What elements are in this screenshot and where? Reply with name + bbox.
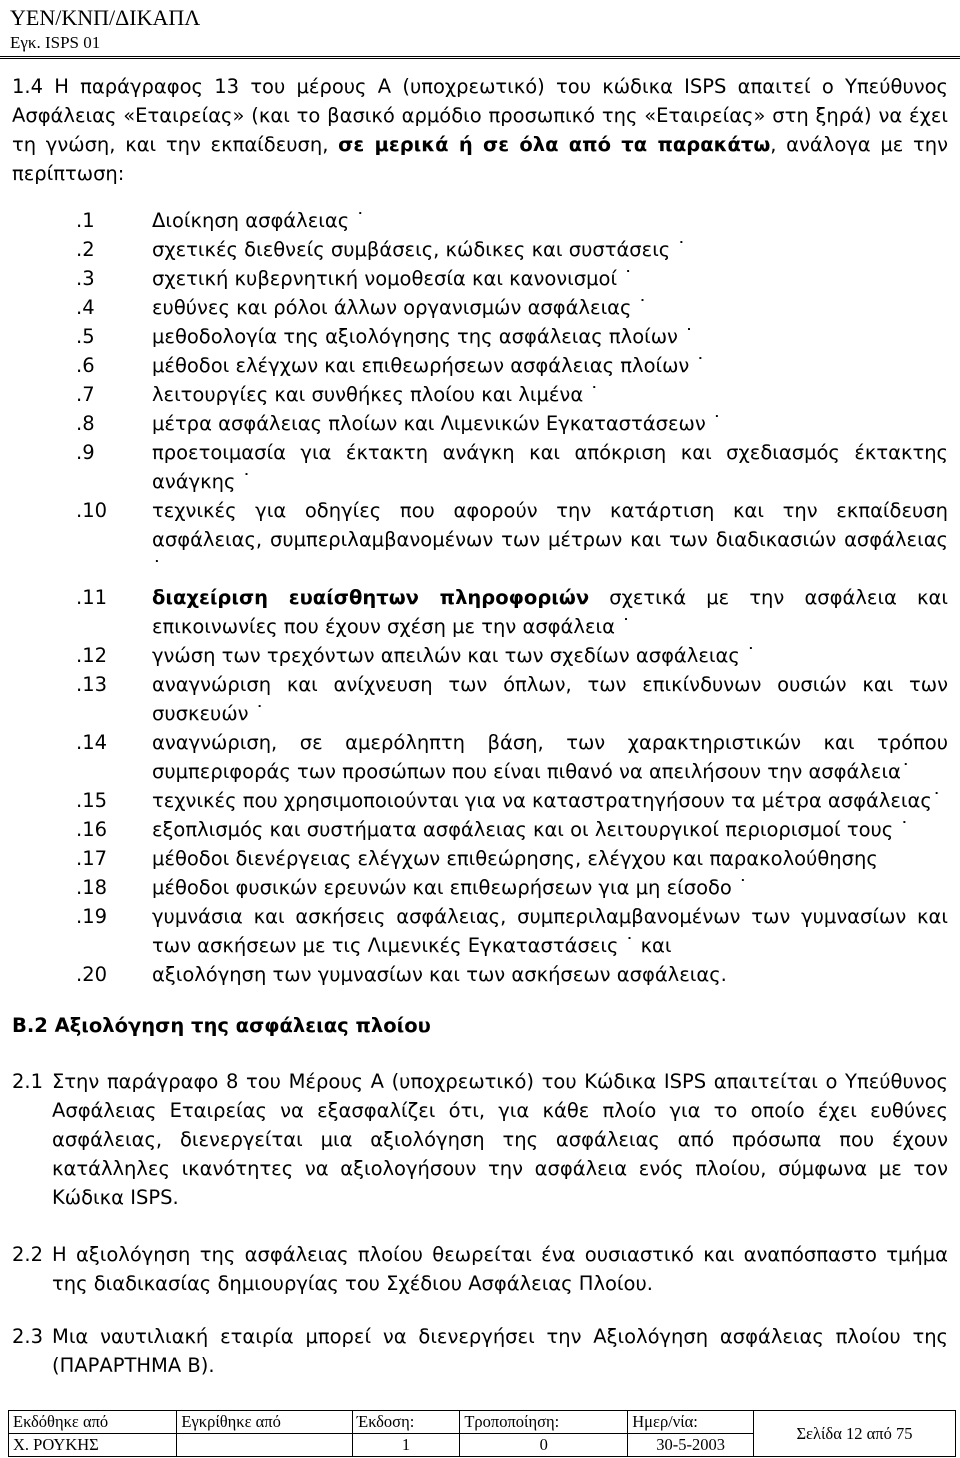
footer-page-number: Σελίδα 12 από 75	[753, 1411, 955, 1457]
list-item	[12, 438, 948, 496]
intro-paragraph	[12, 72, 948, 188]
header-title: ΥΕΝ/ΚΝΠ/ΔΙΚΑΠΛ	[10, 5, 201, 30]
list-item-number: .15	[76, 789, 108, 812]
list-item	[12, 902, 948, 960]
list-item	[12, 409, 948, 438]
list-item-number: .10	[76, 499, 108, 522]
list-item	[12, 496, 948, 583]
list-item-number: .18	[76, 876, 108, 899]
paragraph-text: Μια ναυτιλιακή εταιρία μπορεί να διενεργήσει την Αξιολόγηση ασφάλειας πλοίου της (ΠΑΡΑΡΤΗΜΑ Β).	[52, 1325, 948, 1377]
numbered-paragraph	[12, 1322, 948, 1380]
list-item-text: αναγνώριση, σε αμερόληπτη βάση, των χαρακτηριστικών και τρόπου συμπεριφοράς των προσώπων που είναι πιθανό να απειλήσουν την ασφάλεια˙	[152, 731, 948, 783]
numbered-paragraph	[12, 1240, 948, 1298]
list-item	[12, 815, 948, 844]
list-item-number: .19	[76, 905, 108, 928]
list-item-number: .2	[76, 238, 95, 261]
list-item	[12, 786, 948, 815]
paragraph-number: 2.3	[12, 1325, 44, 1348]
list-item-number: .6	[76, 354, 95, 377]
list-item-text: γυμνάσια και ασκήσεις ασφάλειας, συμπεριλαμβανομένων των γυμνασίων και των ασκήσεων με τις Λιμενικές Εγκαταστάσεις ˙ και	[152, 905, 948, 957]
footer-approved-by-value	[177, 1434, 352, 1457]
header-code: Εγκ. ISPS 01	[10, 33, 101, 52]
footer-date-label: Ημερ/νία:	[628, 1411, 754, 1434]
list-item	[12, 235, 948, 264]
list-item	[12, 844, 948, 873]
intro-text-2: , ανάλογα με την περίπτωση:	[12, 133, 948, 185]
list-item	[12, 380, 948, 409]
list-item-number: .8	[76, 412, 95, 435]
list-item-text: Διοίκηση ασφάλειας ˙	[152, 209, 366, 232]
footer-revision-value: 0	[460, 1434, 628, 1457]
list-item-text: τεχνικές για οδηγίες που αφορούν την κατάρτιση και την εκπαίδευση ασφάλειας, συμπεριλαμβανομένων των μέτρων και των διαδικασιών ασφάλειας ˙	[152, 499, 948, 580]
list-item-number: .4	[76, 296, 95, 319]
list-item-text	[152, 583, 948, 641]
section-title: Β.2 Αξιολόγηση της ασφάλειας πλοίου	[12, 1014, 431, 1037]
footer-edition-label: Έκδοση:	[352, 1411, 460, 1434]
list-item-number: .3	[76, 267, 95, 290]
paragraph-number: 2.1	[12, 1070, 44, 1093]
document-header	[10, 4, 200, 54]
list-item-number: .16	[76, 818, 108, 841]
list-item-bold-text: διαχείριση ευαίσθητων πληροφοριών	[152, 586, 590, 609]
list-item-text: προετοιμασία για έκτακτη ανάγκη και απόκριση και σχεδιασμός έκτακτης ανάγκης ˙	[152, 441, 948, 493]
list-item-text: αναγνώριση και ανίχνευση των όπλων, των επικίνδυνων ουσιών και των συσκευών ˙	[152, 673, 948, 725]
list-item-number: .14	[76, 731, 108, 754]
list-item-number: .7	[76, 383, 95, 406]
list-item	[12, 641, 948, 670]
list-item-text: γνώση των τρεχόντων απειλών και των σχεδίων ασφάλειας ˙	[152, 644, 756, 667]
list-item-number: .1	[76, 209, 95, 232]
intro-bold-text: σε μερικά ή σε όλα από τα παρακάτω	[338, 133, 771, 156]
list-item-text: τεχνικές που χρησιμοποιούνται για να καταστρατηγήσουν τα μέτρα ασφάλειας˙	[152, 789, 942, 812]
footer-label-row	[9, 1411, 956, 1434]
document-body	[12, 72, 948, 1380]
numbered-paragraph	[12, 1067, 948, 1212]
list-item	[12, 322, 948, 351]
list-item	[12, 960, 948, 989]
list-item-number: .5	[76, 325, 95, 348]
paragraph-number: 2.2	[12, 1243, 44, 1266]
list-item	[12, 670, 948, 728]
list-item-text: σχετική κυβερνητική νομοθεσία και κανονισμοί ˙	[152, 267, 634, 290]
list-item-number: .9	[76, 441, 95, 464]
list-item	[12, 351, 948, 380]
list-item	[12, 206, 948, 235]
intro-text-1: 1.4 Η παράγραφος 13 του μέρους Α (υποχρεωτικό) του κώδικα ISPS απαιτεί ο Υπεύθυνος Ασφάλειας «Εταιρείας» (και το βασικό αρμόδιο προσωπικό της «Εταιρείας» στη ξηρά) να έχει τη γνώση, και την εκπαίδευση,	[12, 75, 948, 156]
knowledge-list	[12, 206, 948, 989]
list-item-text: μέθοδοι ελέγχων και επιθεωρήσεων ασφάλειας πλοίων ˙	[152, 354, 706, 377]
paragraph-text: Η αξιολόγηση της ασφάλειας πλοίου θεωρείται ένα ουσιαστικό και αναπόσπαστο τμήμα της διαδικασίας δημιουργίας του Σχέδιου Ασφάλειας Πλοίου.	[52, 1243, 948, 1295]
footer-approved-by-label: Εγκρίθηκε από	[177, 1411, 352, 1434]
list-item	[12, 264, 948, 293]
list-item-text: μεθοδολογία της αξιολόγησης της ασφάλειας πλοίων ˙	[152, 325, 694, 348]
footer-issued-by-value: Χ. ΡΟΥΚΗΣ	[9, 1434, 177, 1457]
list-item-number: .13	[76, 673, 108, 696]
list-item-rest-text: σχετικά με την ασφάλεια και επικοινωνίες που έχουν σχέση με την ασφάλεια ˙	[152, 586, 948, 638]
footer-revision-label: Τροποποίηση:	[460, 1411, 628, 1434]
list-item-number: .17	[76, 847, 108, 870]
list-item	[12, 873, 948, 902]
footer-issued-by-label: Εκδόθηκε από	[9, 1411, 177, 1434]
footer-edition-value: 1	[352, 1434, 460, 1457]
list-item	[12, 583, 948, 641]
list-item-number: .11	[76, 586, 108, 609]
list-item-text: ευθύνες και ρόλοι άλλων οργανισμών ασφάλειας ˙	[152, 296, 648, 319]
header-rule	[0, 56, 960, 59]
footer-table	[8, 1410, 956, 1457]
list-item-text: λειτουργίες και συνθήκες πλοίου και λιμένα ˙	[152, 383, 600, 406]
footer-date-value: 30-5-2003	[628, 1434, 754, 1457]
list-item	[12, 293, 948, 322]
list-item	[12, 728, 948, 786]
list-item-text: αξιολόγηση των γυμνασίων και των ασκήσεων ασφάλειας.	[152, 963, 727, 986]
list-item-text: μέθοδοι φυσικών ερευνών και επιθεωρήσεων για μη είσοδο ˙	[152, 876, 748, 899]
list-item-text: μέθοδοι διενέργειας ελέγχων επιθεώρησης, ελέγχου και παρακολούθησης	[152, 847, 878, 870]
list-item-text: μέτρα ασφάλειας πλοίων και Λιμενικών Εγκαταστάσεων ˙	[152, 412, 722, 435]
list-item-number: .20	[76, 963, 108, 986]
list-item-number: .12	[76, 644, 108, 667]
list-item-text: εξοπλισμός και συστήματα ασφάλειας και οι λειτουργικοί περιορισμοί τους ˙	[152, 818, 910, 841]
list-item-text: σχετικές διεθνείς συμβάσεις, κώδικες και συστάσεις ˙	[152, 238, 687, 261]
paragraph-text: Στην παράγραφο 8 του Μέρους Α (υποχρεωτικό) του Κώδικα ISPS απαιτείται ο Υπεύθυνος Ασφάλειας Εταιρείας να εξασφαλίζει ότι, για κάθε πλοίο για το οποίο έχει ευθύνες ασφάλειας, διενεργείται μια αξιολόγηση της ασφάλειας από πρόσωπα που έχουν κατάλληλες ικανότητες να αξιολογήσουν την ασφάλεια ενός πλοίου, σύμφωνα με τον Κώδικα ISPS.	[52, 1070, 948, 1209]
document-footer	[8, 1410, 956, 1457]
